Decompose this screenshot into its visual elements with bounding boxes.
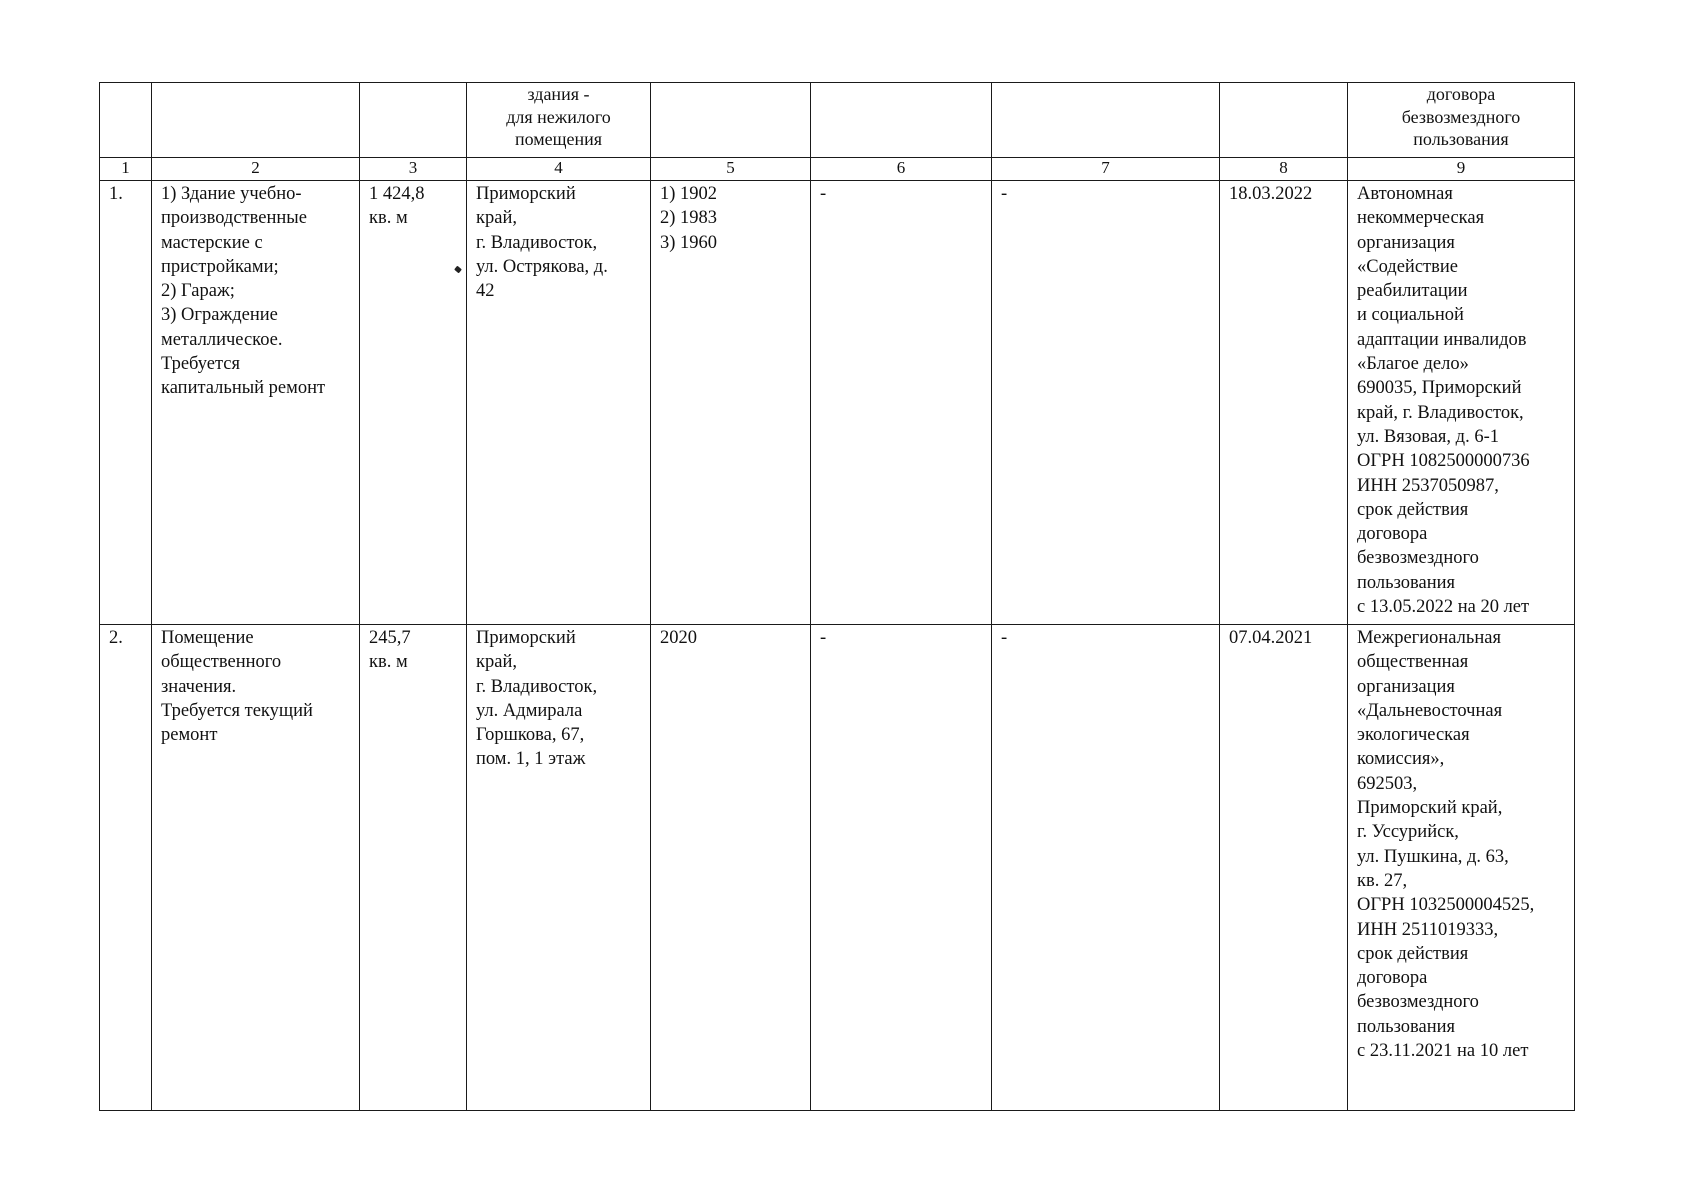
column-6-value: - — [811, 181, 992, 625]
column-number: 8 — [1220, 158, 1348, 181]
column-numbers-row — [100, 158, 1575, 181]
object-description: 1) Здание учебно- производственные мастерские с пристройками; 2) Гараж; 3) Ограждение металлическое. Требуется капитальный ремонт — [152, 181, 360, 625]
column-number: 4 — [467, 158, 651, 181]
header-continuation-row — [100, 83, 1575, 158]
header-cell-5 — [651, 83, 811, 158]
header-cell-1 — [100, 83, 152, 158]
header-cell-7 — [992, 83, 1220, 158]
column-number: 7 — [992, 158, 1220, 181]
column-number: 6 — [811, 158, 992, 181]
construction-year: 2020 — [651, 625, 811, 1111]
holder-info: Автономная некоммерческая организация «Содействие реабилитации и социальной адаптации инвалидов «Благое дело» 690035, Приморский край, г. Владивосток, ул. Вязовая, д. 6-1 ОГРН 1082500000736 ИНН 2537050987, срок действия договора безвозмездного пользования с 13.05.2022 на 20 лет — [1348, 181, 1575, 625]
object-area: 245,7 кв. м — [360, 625, 467, 1111]
column-number: 5 — [651, 158, 811, 181]
column-7-value: - — [992, 181, 1220, 625]
column-number: 9 — [1348, 158, 1575, 181]
header-cell-8 — [1220, 83, 1348, 158]
header-cell-9: договора безвозмездного пользования — [1348, 83, 1575, 158]
column-number: 2 — [152, 158, 360, 181]
object-description: Помещение общественного значения. Требуется текущий ремонт — [152, 625, 360, 1111]
table-row — [100, 181, 1575, 625]
column-7-value: - — [992, 625, 1220, 1111]
object-address: Приморский край, г. Владивосток, ул. Острякова, д. 42 — [467, 181, 651, 625]
header-cell-3 — [360, 83, 467, 158]
header-cell-4: здания - для нежилого помещения — [467, 83, 651, 158]
table-row — [100, 625, 1575, 1111]
header-cell-2 — [152, 83, 360, 158]
construction-year: 1) 1902 2) 1983 3) 1960 — [651, 181, 811, 625]
holder-info: Межрегиональная общественная организация «Дальневосточная экологическая комиссия», 692503, Приморский край, г. Уссурийск, ул. Пушкина, д. 63, кв. 27, ОГРН 1032500004525, ИНН 2511019333, срок действия договора безвозмездного пользования с 23.11.2021 на 10 лет — [1348, 625, 1575, 1111]
row-number: 1. — [100, 181, 152, 625]
column-number: 3 — [360, 158, 467, 181]
record-date: 18.03.2022 — [1220, 181, 1348, 625]
record-date: 07.04.2021 — [1220, 625, 1348, 1111]
column-6-value: - — [811, 625, 992, 1111]
property-table — [99, 82, 1575, 1111]
header-cell-6 — [811, 83, 992, 158]
row-number: 2. — [100, 625, 152, 1111]
object-area: 1 424,8 кв. м — [360, 181, 467, 625]
object-address: Приморский край, г. Владивосток, ул. Адмирала Горшкова, 67, пом. 1, 1 этаж — [467, 625, 651, 1111]
column-number: 1 — [100, 158, 152, 181]
